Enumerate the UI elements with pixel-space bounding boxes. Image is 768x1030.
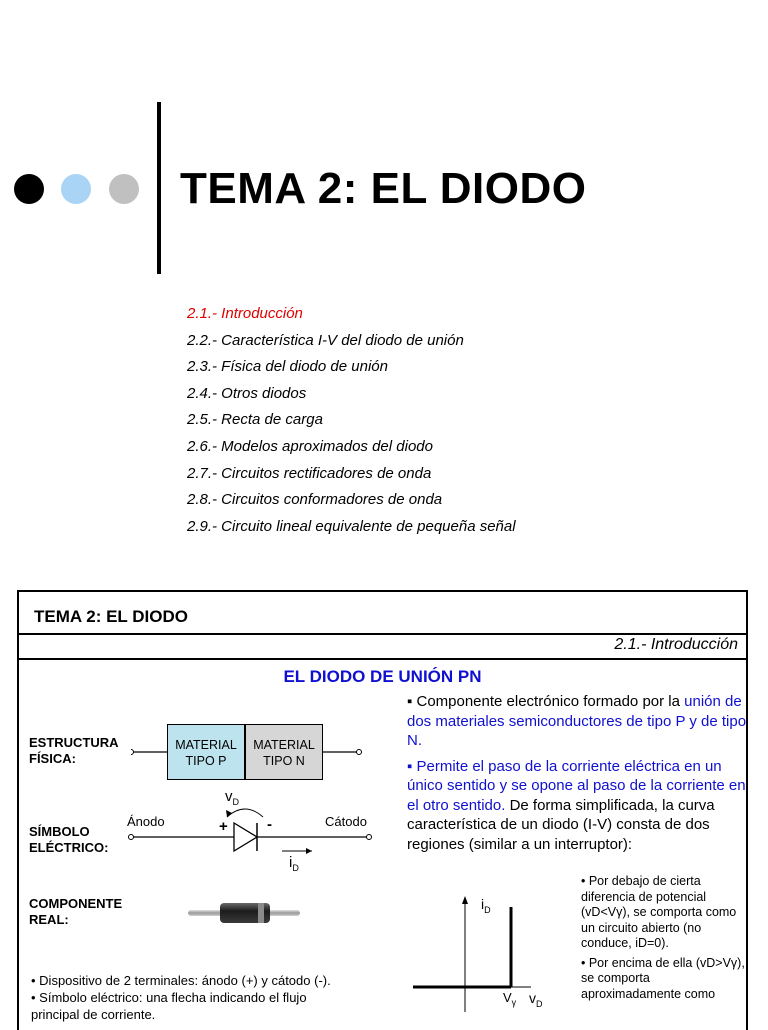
material-n-line2: TIPO N [263, 754, 305, 768]
toc-item[interactable]: 2.5.- Recta de carga [187, 411, 323, 429]
id-sub: D [292, 863, 299, 873]
material-p-box [167, 724, 245, 780]
title-divider [157, 102, 161, 274]
estructura-label-line1: ESTRUCTURA [29, 735, 119, 750]
slide-introduccion [17, 590, 748, 1030]
vgamma-label [503, 990, 516, 1008]
plus-sign: + [219, 818, 228, 835]
paragraph-sentido [407, 757, 747, 855]
estructura-label [29, 735, 119, 767]
paragraph-union-start: ▪ Componente electrónico formado por la [407, 693, 680, 710]
toc-item[interactable]: 2.4.- Otros diodos [187, 384, 307, 402]
toc-item[interactable]: 2.6.- Modelos aproximados del diodo [187, 437, 433, 455]
axis-y-main: i [481, 896, 485, 912]
toc-item[interactable]: 2.3.- Física del diodo de unión [187, 358, 388, 376]
y-axis-arrow [462, 896, 468, 904]
toc-item[interactable]: 2.2.- Característica I-V del diodo de unión [187, 331, 464, 349]
material-n-box [245, 724, 323, 780]
anodo-label: Ánodo [127, 814, 165, 829]
simbolo-label-line1: SÍMBOLO [29, 824, 90, 839]
description-text [407, 692, 747, 860]
paragraph-sentido-rest: De forma simplificada, la curva característica de un diodo (I-V) consta de dos regiones (similar a un interruptor): [407, 796, 715, 853]
paragraph-union [407, 692, 747, 751]
toc-item[interactable]: 2.8.- Circuitos conformadores de onda [187, 491, 443, 509]
dispositivo-line1: • Dispositivo de 2 terminales: ánodo (+) y cátodo (-). [31, 973, 331, 988]
gray-bullet-dot [109, 174, 139, 204]
toc-item[interactable]: 2.9.- Circuito lineal equivalente de pequeña señal [187, 517, 516, 535]
vd-main: v [225, 788, 233, 805]
componente-label [29, 896, 122, 928]
section-label: 2.1.- Introducción [614, 636, 738, 653]
axis-x-sub: D [536, 998, 543, 1009]
catodo-label: Cátodo [325, 814, 367, 829]
diode-symbol [119, 787, 379, 867]
material-p-line1: MATERIAL [175, 738, 237, 752]
estructura-label-line2: FÍSICA: [29, 751, 76, 766]
simbolo-label [29, 824, 108, 856]
vgamma-main: V [503, 990, 512, 1005]
header-rule [19, 633, 746, 635]
toc-item-intro[interactable]: 2.1.- Introducción [187, 305, 303, 322]
axis-x-main: v [529, 990, 536, 1006]
paragraph-union-highlight: unión de dos materiales semiconductores de tipo P y de tipo N. [407, 693, 747, 749]
axis-y-sub: D [484, 904, 491, 915]
dispositivo-line3: principal de corriente. [31, 1007, 156, 1022]
simbolo-label-line2: ELÉCTRICO: [29, 840, 109, 855]
blue-bullet-dot [61, 174, 91, 204]
dispositivo-notes [31, 972, 331, 1023]
id-main: i [289, 854, 293, 871]
minus-sign: - [267, 816, 272, 833]
black-bullet-dot [14, 174, 44, 204]
componente-label-line1: COMPONENTE [29, 896, 123, 911]
page-title: TEMA 2: EL DIODO [180, 164, 587, 213]
vgamma-sub: γ [511, 997, 517, 1008]
paragraph-sentido-highlight: ▪ Permite el paso de la corriente eléctrica en un único sentido y se opone al paso de la corriente en el otro sentido. [407, 757, 746, 814]
table-of-contents [187, 304, 516, 543]
axis-x-label [529, 990, 543, 1009]
dispositivo-line2: • Símbolo eléctrico: una flecha indicando el flujo [31, 990, 307, 1005]
slide-title: TEMA 2: EL DIODO [34, 607, 188, 626]
slide-heading: EL DIODO DE UNIÓN PN [283, 667, 482, 686]
real-diode-image [184, 898, 304, 928]
toc-item[interactable]: 2.7.- Circuitos rectificadores de onda [187, 464, 432, 482]
material-p-line2: TIPO P [185, 754, 227, 768]
region-notes [581, 874, 751, 1006]
vd-sub: D [232, 797, 239, 807]
axis-y-label [481, 896, 491, 915]
section-rule [19, 658, 746, 660]
material-n-line1: MATERIAL [253, 738, 315, 752]
note-open-circuit: • Por debajo de cierta diferencia de potencial (vD<Vγ), se comporta como un circuito abierto (no conduce, iD=0). [581, 874, 737, 950]
componente-label-line2: REAL: [29, 912, 69, 927]
note-closed: • Por encima de ella (vD>Vγ), se comporta aproximadamente como [581, 955, 745, 1001]
